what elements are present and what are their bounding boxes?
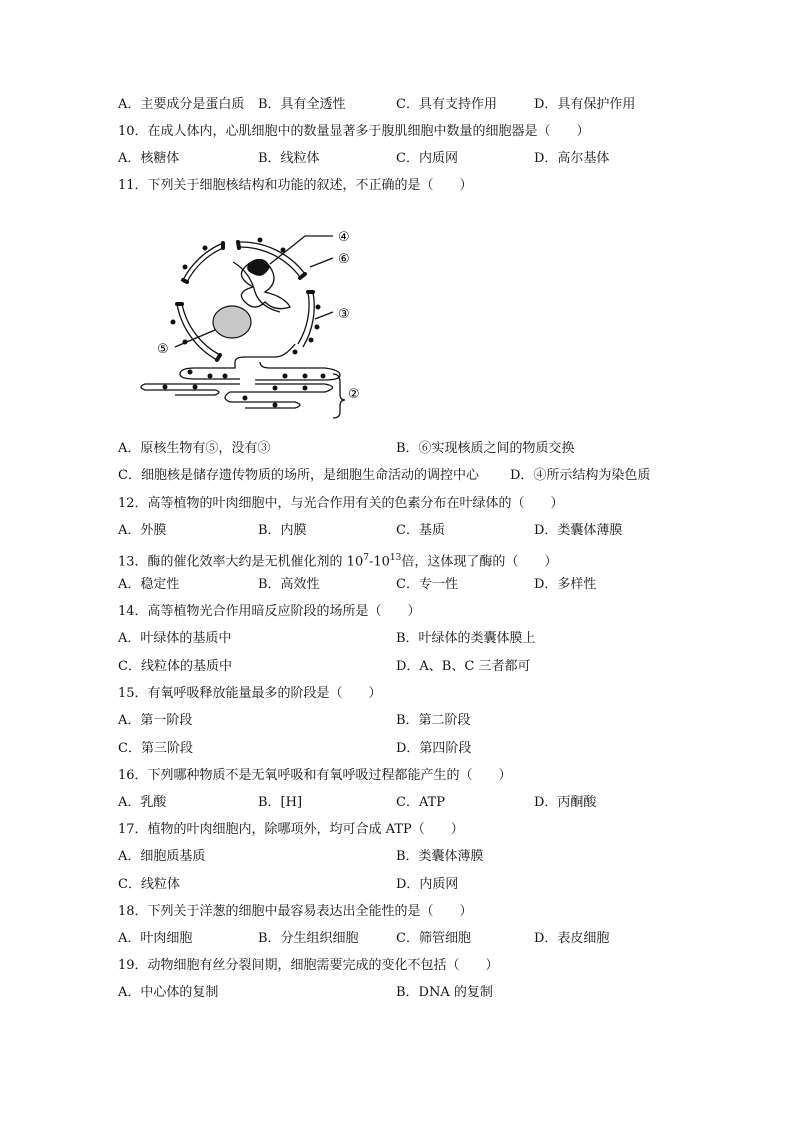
ribosome <box>273 403 278 408</box>
q10-option-b: B．线粒体 <box>258 151 320 166</box>
nuclear-pore <box>217 355 220 360</box>
q13-stem-pre: 13．酶的催化效率大约是无机催化剂的 10 <box>118 554 364 570</box>
q16-option-d: D．丙酮酸 <box>534 795 597 810</box>
q18-option-a: A．叶肉细胞 <box>118 931 193 946</box>
nuclear-envelope-segment <box>239 247 300 277</box>
er-tube <box>141 384 240 395</box>
q16-stem: 16．下列哪种物质不是无氧呼吸和有氧呼吸过程都能产生的（ ） <box>118 768 512 783</box>
q11-option-a: A．原核生物有⑤，没有③ <box>118 441 271 456</box>
ribosome <box>193 385 198 390</box>
chromatin-dense <box>247 259 270 276</box>
ribosome <box>316 305 321 310</box>
q15-option-b: B．第二阶段 <box>396 713 471 728</box>
q16-option-b: B．[H] <box>258 795 303 810</box>
q13-option-c: C．专一性 <box>396 577 458 592</box>
q13-option-d: D．多样性 <box>534 577 597 592</box>
q18-stem: 18．下列关于洋葱的细胞中最容易表达出全能性的是（ ） <box>118 904 473 919</box>
q9-option-d: D．具有保护作用 <box>534 97 636 112</box>
q14-option-b: B．叶绿体的类囊体膜上 <box>396 631 536 646</box>
ribosome <box>243 396 248 401</box>
nucleus-diagram <box>135 212 375 422</box>
nucleolus <box>213 306 251 338</box>
q10-option-a: A．核糖体 <box>118 151 180 166</box>
q12-option-c: C．基质 <box>396 523 445 538</box>
q19-option-a: A．中心体的复制 <box>118 985 219 1000</box>
q11-stem: 11．下列关于细胞核结构和功能的叙述，不正确的是（ ） <box>118 178 473 193</box>
er-tube <box>225 384 333 408</box>
nucleus-diagram-svg <box>135 212 375 422</box>
q13-sup2: 13 <box>389 553 402 563</box>
q14-stem: 14．高等植物光合作用暗反应阶段的场所是（ ） <box>118 604 421 619</box>
q13-option-b: B．高效性 <box>258 577 320 592</box>
q13-stem-post: 倍，这体现了酶的（ ） <box>401 554 558 570</box>
ribosome <box>303 374 308 379</box>
ribosome <box>208 374 213 379</box>
ribosome <box>203 246 208 251</box>
ribosome <box>223 374 228 379</box>
q17-option-b: B．类囊体薄膜 <box>396 849 484 864</box>
q13-stem <box>118 549 557 571</box>
ribosome <box>183 340 188 345</box>
nuclear-pore <box>300 274 305 278</box>
q13-sup1: 7 <box>363 553 369 563</box>
q16-option-a: A．乳酸 <box>118 795 167 810</box>
label-6: ⑥ <box>338 252 350 267</box>
q12-option-d: D．类囊体薄膜 <box>534 523 623 538</box>
q13-option-a: A．稳定性 <box>118 577 180 592</box>
nuclear-envelope-segment <box>298 292 309 344</box>
q10-option-c: C．内质网 <box>396 151 458 166</box>
q9-option-a: A．主要成分是蛋白质 <box>118 97 245 112</box>
q15-option-d: D．第四阶段 <box>396 741 472 756</box>
q11-option-b: B．⑥实现核质之间的物质交换 <box>396 441 575 456</box>
q9-option-b: B．具有全透性 <box>258 97 346 112</box>
q9-option-c: C．具有支持作用 <box>396 97 497 112</box>
ribosome <box>321 374 326 379</box>
q17-option-c: C．线粒体 <box>118 877 180 892</box>
ribosome <box>183 265 188 270</box>
label-4: ④ <box>338 230 350 245</box>
label-3: ③ <box>338 307 350 322</box>
ribosome <box>293 350 298 355</box>
ribosome <box>258 238 263 243</box>
q18-option-b: B．分生组织细胞 <box>258 931 359 946</box>
ribosome <box>303 386 308 391</box>
q13-mid: -10 <box>368 554 390 570</box>
q11-option-d: D．④所示结构为染色质 <box>510 468 651 483</box>
ribosome <box>188 370 193 375</box>
q12-stem: 12．高等植物的叶肉细胞中，与光合作用有关的色素分布在叶绿体的（ ） <box>118 496 564 511</box>
ribosome <box>171 320 176 325</box>
q12-option-b: B．内膜 <box>258 523 307 538</box>
q17-option-d: D．内质网 <box>396 877 459 892</box>
q16-option-c: C．ATP <box>396 795 446 810</box>
q14-option-c: C．线粒体的基质中 <box>118 659 232 674</box>
ribosome <box>283 374 288 379</box>
q18-option-c: C．筛管细胞 <box>396 931 471 946</box>
ribosome <box>281 248 286 253</box>
q10-stem: 10．在成人体内，心肌细胞中的数量显著多于腹肌细胞中数量的细胞器是（ ） <box>118 124 590 139</box>
q12-option-a: A．外膜 <box>118 523 167 538</box>
leader-line-3 <box>315 312 333 319</box>
q14-option-d: D．A、B、C 三者都可 <box>396 659 531 674</box>
q11-option-c: C．细胞核是储存遗传物质的场所，是细胞生命活动的调控中心 <box>118 468 479 483</box>
q15-option-a: A．第一阶段 <box>118 713 193 728</box>
q10-option-d: D．高尔基体 <box>534 151 610 166</box>
ribosome <box>309 338 314 343</box>
ribosome <box>273 386 278 391</box>
ribosome <box>315 325 320 330</box>
q18-option-d: D．表皮细胞 <box>534 931 610 946</box>
q17-stem: 17．植物的叶肉细胞内，除哪项外，均可合成 ATP（ ） <box>118 822 464 837</box>
label-2: ② <box>348 387 360 402</box>
er-connection <box>235 344 295 362</box>
q17-option-a: A．细胞质基质 <box>118 849 206 864</box>
nuclear-envelope-segment <box>182 304 220 355</box>
er-connection <box>255 362 340 380</box>
q15-stem: 15．有氧呼吸释放能量最多的阶段是（ ） <box>118 686 382 701</box>
nuclear-pore <box>238 242 239 248</box>
q15-option-c: C．第三阶段 <box>118 741 193 756</box>
q19-option-b: B．DNA 的复制 <box>396 985 493 1000</box>
label-5: ⑤ <box>157 342 169 357</box>
ribosome <box>163 385 168 390</box>
q19-stem: 19．动物细胞有丝分裂间期，细胞需要完成的变化不包括（ ） <box>118 958 499 973</box>
bracket-2 <box>333 374 345 418</box>
nuclear-pore <box>183 280 187 282</box>
q14-option-a: A．叶绿体的基质中 <box>118 631 232 646</box>
leader-line-6 <box>310 258 333 267</box>
